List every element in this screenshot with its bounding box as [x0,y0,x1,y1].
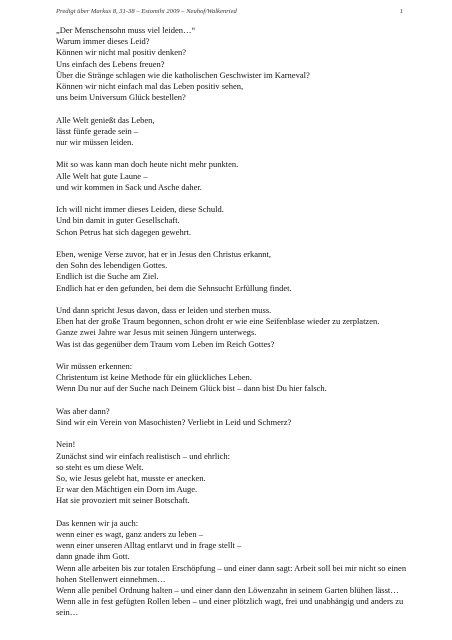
text-line: Was ist das gegenüber dem Traum vom Leben im Reich Gottes? [56,338,275,349]
paragraph [56,406,408,428]
paragraph [56,249,408,294]
text-line: uns beim Universum Glück bestellen? [56,92,186,103]
text-line: Wenn alle in fest gefügten Rollen leben – und einer plötzlich wagt, frei und unabhängig und anders zu sein… [56,596,404,618]
page-number: 1 [399,8,403,15]
text-line: Mit so was kann man doch heute nicht mehr punkten. [56,159,239,170]
text-line: wenn einer unseren Alltag entlarvt und in frage stellt – [56,540,242,551]
text-line: Über die Stränge schlagen wie die katholischen Geschwister im Karneval? [56,69,310,80]
text-line: Alle Welt genießt das Leben, [56,114,155,125]
text-line: Eben hat der große Traum begonnen, schon droht er wie eine Seifenblase wieder zu zerplatzen. [56,316,380,327]
paragraph [56,204,408,238]
text-line: Warum immer dieses Leid? [56,36,150,47]
page-header [56,8,403,15]
text-line: Ich will nicht immer dieses Leiden, diese Schuld. [56,204,224,215]
text-line: Endlich ist die Suche am Ziel. [56,271,159,282]
header-title: Predigt über Markus 8, 31-38 – Estomihi 2009 – Neuhof/Walkenried [56,8,237,15]
text-line: Alle Welt hat gute Laune – [56,170,148,181]
text-line: Uns einfach des Lebens freuen? [56,58,165,69]
text-line: Zunächst sind wir einfach realistisch – und ehrlich: [56,450,230,461]
text-line: den Sohn des lebendigen Gottes. [56,260,168,271]
text-line: Können wir nicht mal positiv denken? [56,47,187,58]
paragraph [56,439,408,506]
paragraph [56,159,408,193]
text-line: Wenn Du nur auf der Suche nach Deinem Glück bist – dann bist Du hier falsch. [56,383,327,394]
paragraph [56,25,408,103]
text-line: Wenn alle arbeiten bis zur totalen Erschöpfung – und einer dann sagt: Arbeit soll bei mir nicht so einen hohen Stellenwert einnehmen… [56,562,407,584]
text-line: Wir müssen erkennen: [56,361,133,371]
text-line: lässt fünfe gerade sein – [56,125,139,136]
text-line: Und bin damit in guter Gesellschaft. [56,215,180,226]
text-line: Was aber dann? [56,405,110,416]
paragraph [56,305,408,350]
text-line: und wir kommen in Sack und Asche daher. [56,181,202,192]
text-line: Können wir nicht einfach mal das Leben positiv sehen, [56,81,244,92]
paragraph [56,115,408,149]
text-line: Endlich hat er den gefunden, bei dem die Sehnsucht Erfüllung findet. [56,282,292,293]
text-line: Und dann spricht Jesus davon, dass er leiden und sterben muss. [56,305,272,315]
paragraph [56,518,408,619]
text-line: „Der Menschensohn muss viel leiden…“ [56,25,196,35]
paragraph [56,361,408,395]
text-line: Nein! [56,439,76,450]
text-line: Sind wir ein Verein von Masochisten? Verliebt in Leid und Schmerz? [56,417,292,427]
text-line: Hat sie provoziert mit seiner Botschaft. [56,495,190,506]
text-line: Ganze zwei Jahre war Jesus mit seinen Jüngern unterwegs. [56,327,257,338]
text-line: dann gnade ihm Gott. [56,551,130,562]
text-line: nur wir müssen leiden. [56,137,134,148]
text-line: So, wie Jesus gelebt hat, musste er anecken. [56,473,206,483]
text-line: Er war den Mächtigen ein Dorn im Auge. [56,484,198,495]
text-line: Christentum ist keine Methode für ein glückliches Leben. [56,372,252,383]
text-line: so steht es um diese Welt. [56,461,144,472]
text-line: Das kennen wir ja auch: [56,517,139,528]
text-line: wenn einer es wagt, ganz anders zu leben – [56,529,204,539]
text-line: Wenn alle penibel Ordnung halten – und einer dann den Löwenzahn in seinem Garten blühen lässt… [56,585,399,596]
text-line: Schon Petrus hat sich dagegen gewehrt. [56,226,192,237]
text-line: Eben, wenige Verse zuvor, hat er in Jesus den Christus erkannt, [56,249,272,259]
document-body [56,25,408,630]
